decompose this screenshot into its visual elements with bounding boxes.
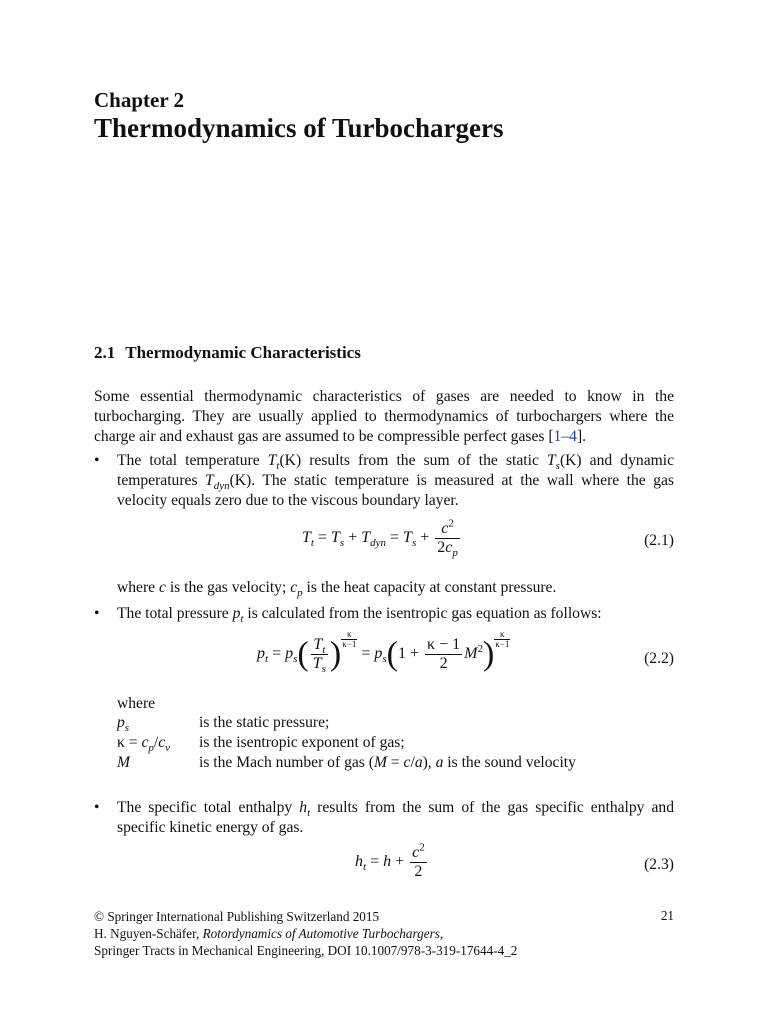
intro-text: Some essential thermodynamic characteristics of gases are needed to know in the turbocharging. They are usually applied to thermodynamics of turbochargers where the charge air and exhaust gas are assumed to be compressible perfect gases [ — [94, 388, 674, 445]
bullet-text: The specific total enthalpy $h_t$ results from the sum of the gas specific enthalpy and specific kinetic energy of gas. — [117, 799, 675, 836]
section-heading — [94, 343, 361, 363]
definition: is the isentropic exponent of gas; — [199, 734, 405, 751]
section-number: 2.1 — [94, 343, 116, 362]
intro-paragraph — [94, 387, 674, 447]
symbol: $\kappa = c_p/c_v$ — [117, 734, 171, 755]
bullet-icon: • — [94, 452, 100, 469]
definition: is the Mach number of gas (M = c/a), a is the sound velocity — [199, 754, 576, 771]
bullet3-b: results from the sum of the gas specific enthalpy and specific kinetic energy of gas. — [117, 799, 675, 836]
equation-2-1: $T_t = T_s + T_{dyn} = T_s$ + $\frac{c^2}{2c_p}$ — [302, 517, 458, 560]
bullet-text: The total pressure $p_t$ is calculated from the isentropic gas equation as follows: — [117, 605, 602, 626]
page-number: 21 — [660, 908, 674, 923]
definition-row — [117, 734, 576, 754]
copyright-line: © Springer International Publishing Switzerland 2015 — [94, 909, 380, 924]
series-line: Springer Tracts in Mechanical Engineering, DOI 10.1007/978-3-319-17644-4_2 — [94, 943, 518, 958]
after-eq1-c: is the heat capacity at constant pressure. — [302, 579, 557, 596]
bullet1-c: (K) and dynamic temperatures — [117, 452, 674, 489]
definition-row — [117, 754, 576, 774]
bullet1-a: The total temperature — [117, 452, 268, 469]
bullet-icon: • — [94, 799, 100, 816]
equation-2-2: $p_t = p_s$( $\frac{T_t}{T_s}$ ) $\frac{\kappa}{\kappa-1}$ = $p_s(1$ + $\frac{\kappa - 1}{2}$ $M^2$) $\frac{\kappa}{\kappa-1}$ — [257, 629, 510, 676]
chapter-title: Thermodynamics of Turbochargers — [94, 113, 504, 143]
equation-2-3: $h_t = h$ + $\frac{c^2}{2}$ — [355, 841, 425, 880]
after-eq1-text: where c is the gas velocity; $c_p$ is the heat capacity at constant pressure. — [117, 579, 557, 600]
section-title: Thermodynamic Characteristics — [125, 343, 361, 362]
citation-link[interactable]: 1–4 — [553, 428, 577, 445]
definition-row — [117, 714, 576, 734]
bullet2-b: is calculated from the isentropic gas equation as follows: — [243, 605, 602, 622]
bullet1-d: (K). The static temperature is measured at the wall where the gas velocity equals zero due to the viscous boundary layer. — [117, 472, 674, 509]
bullet2-a: The total pressure — [117, 605, 233, 622]
author-line — [94, 925, 517, 942]
fraction: $\frac{c^2}{2c_p}$ — [437, 517, 458, 560]
bullet-icon: • — [94, 605, 100, 622]
equation-number-2-3: (2.3) — [644, 856, 674, 873]
symbol: M — [117, 754, 130, 771]
footer — [94, 908, 517, 959]
equation-number-2-2: (2.2) — [644, 650, 674, 667]
def-a: is the Mach number of gas ( — [199, 754, 374, 771]
where-label: where — [117, 695, 156, 712]
bullet3-a: The specific total enthalpy — [117, 799, 300, 816]
author: H. Nguyen-Schäfer, — [94, 926, 203, 941]
chapter-label: Chapter 2 — [94, 88, 185, 112]
after-eq1-b: is the gas velocity; — [165, 579, 291, 596]
def-c: is the sound velocity — [443, 754, 576, 771]
bullet-text: The total temperature $T_t(K)$ results from the sum of the static $T_s(K)$ and dynamic temperatures $T_{dyn}(K)$. The static temperature is measured at the wall where the gas velocity equals zero due to the viscous boundary layer. — [117, 452, 674, 509]
symbol-definitions — [117, 714, 576, 774]
equation-number-2-1: (2.1) — [644, 532, 674, 549]
after-eq1-a: where — [117, 579, 159, 596]
def-b: ), — [422, 754, 436, 771]
symbol: $p_s$ — [117, 714, 130, 735]
bullet1-b: (K) results from the sum of the static — [279, 452, 547, 469]
intro-end: ]. — [576, 428, 587, 445]
definition: is the static pressure; — [199, 714, 330, 731]
book-title: Rotordynamics of Automotive Turbochargers — [202, 926, 440, 941]
book-end: , — [439, 926, 444, 941]
